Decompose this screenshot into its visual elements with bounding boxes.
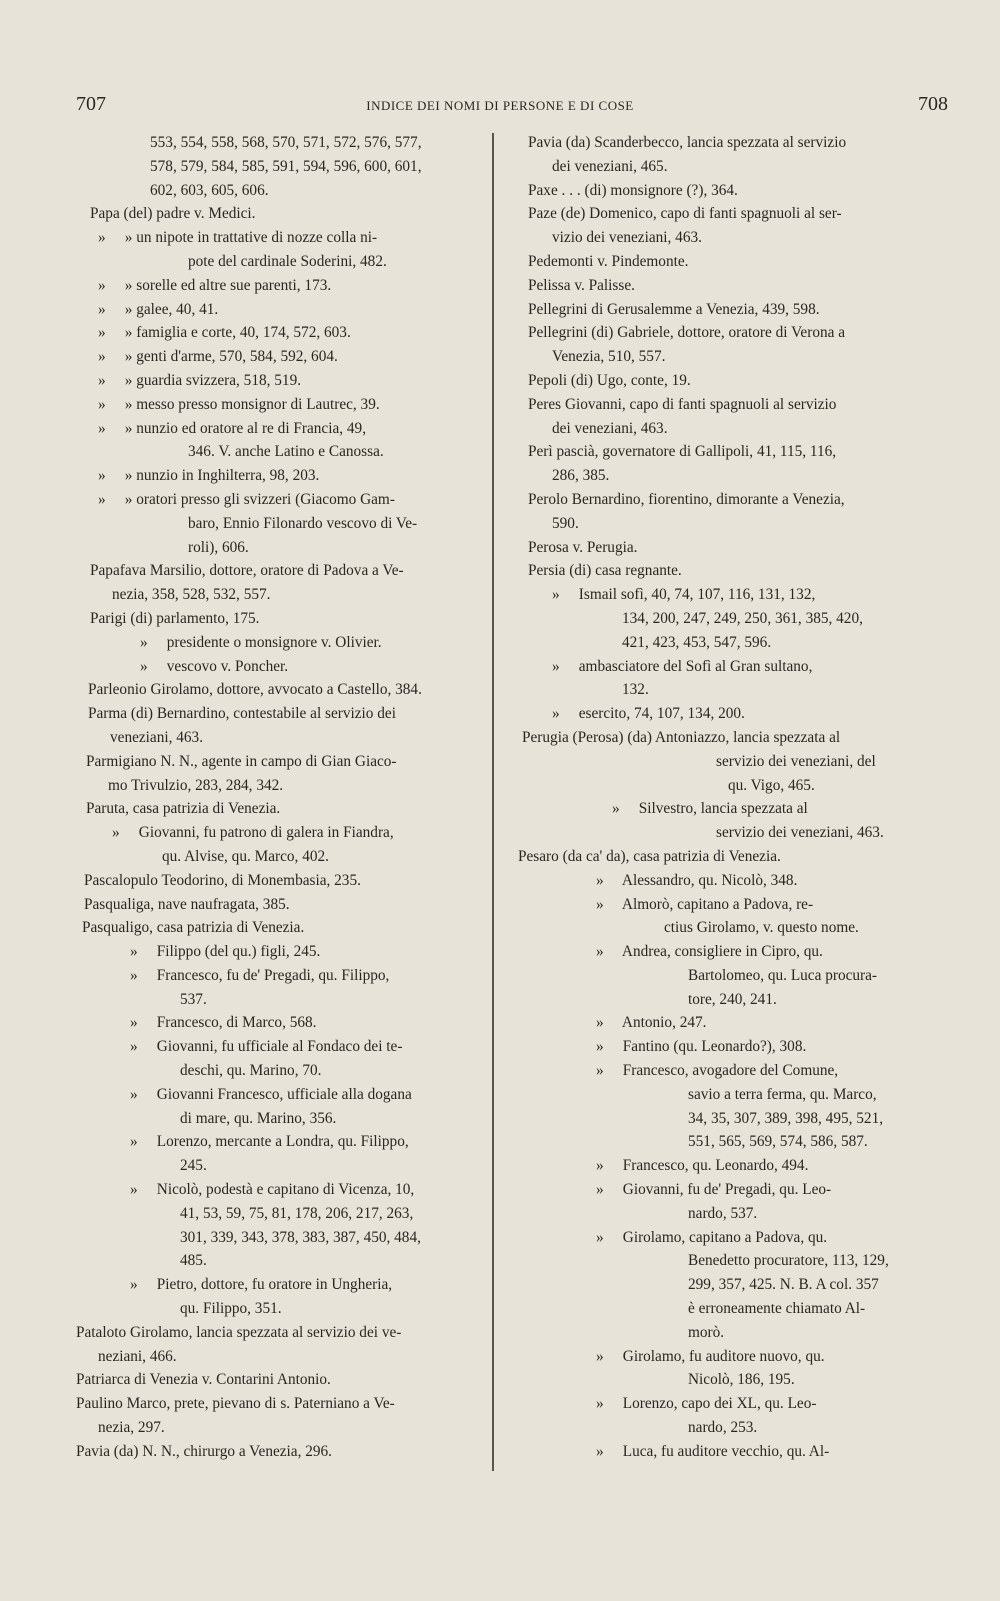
index-line: » Giovanni, fu ufficiale al Fondaco dei te- bbox=[130, 1038, 403, 1056]
index-line: Pavia (da) Scanderbecco, lancia spezzata al servizio bbox=[528, 134, 847, 151]
index-line: neziani, 466. bbox=[98, 1347, 177, 1365]
index-line: 41, 53, 59, 75, 81, 178, 206, 217, 263, bbox=[180, 1204, 414, 1222]
index-line: » Lorenzo, capo dei XL, qu. Leo- bbox=[596, 1395, 817, 1413]
right-index-column bbox=[516, 131, 944, 1464]
index-line: mo Trivulzio, 283, 284, 342. bbox=[108, 776, 284, 794]
index-line: » Francesco, di Marco, 568. bbox=[130, 1014, 317, 1032]
index-line: Pasqualiga, nave naufragata, 385. bbox=[84, 895, 290, 913]
index-line: 537. bbox=[180, 990, 207, 1008]
index-line: pote del cardinale Soderini, 482. bbox=[188, 252, 387, 270]
index-line: » Pietro, dottore, fu oratore in Ungheria, bbox=[130, 1276, 393, 1294]
index-line: 551, 565, 569, 574, 586, 587. bbox=[688, 1133, 868, 1151]
index-line: baro, Ennio Filonardo vescovo di Ve- bbox=[188, 514, 418, 532]
index-line: 485. bbox=[180, 1252, 207, 1270]
index-line: Perosa v. Perugia. bbox=[528, 538, 638, 556]
index-line: » Fantino (qu. Leonardo?), 308. bbox=[596, 1038, 807, 1056]
index-line: Perugia (Perosa) (da) Antoniazzo, lancia spezzata al bbox=[522, 728, 841, 746]
index-line: Pavia (da) N. N., chirurgo a Venezia, 296. bbox=[76, 1442, 333, 1460]
index-line: qu. Filippo, 351. bbox=[180, 1300, 282, 1318]
index-line: » Girolamo, fu auditore nuovo, qu. bbox=[596, 1347, 825, 1365]
index-line: » » nunzio ed oratore al re di Francia, 49, bbox=[98, 419, 367, 437]
index-line: 590. bbox=[552, 514, 579, 532]
index-line: Paxe . . . (di) monsignore (?), 364. bbox=[528, 181, 738, 199]
index-line: » » guardia svizzera, 518, 519. bbox=[98, 371, 302, 389]
index-line: tore, 240, 241. bbox=[688, 990, 777, 1008]
index-line: » » famiglia e corte, 40, 174, 572, 603. bbox=[98, 324, 351, 342]
index-line: Parigi (di) parlamento, 175. bbox=[90, 609, 260, 627]
index-line: » Francesco, fu de' Pregadi, qu. Filippo, bbox=[130, 966, 390, 984]
index-line: 578, 579, 584, 585, 591, 594, 596, 600, 601, bbox=[150, 157, 422, 175]
index-line: 602, 603, 605, 606. bbox=[150, 181, 269, 199]
index-line: Paulino Marco, prete, pievano di s. Paterniano a Ve- bbox=[76, 1395, 395, 1413]
index-line: 286, 385. bbox=[552, 467, 610, 485]
index-line: Paruta, casa patrizia di Venezia. bbox=[86, 800, 281, 818]
index-line: Pasqualigo, casa patrizia di Venezia. bbox=[82, 919, 305, 937]
index-line: » Giovanni, fu patrono di galera in Fiandra, bbox=[112, 824, 394, 842]
index-line: Pataloto Girolamo, lancia spezzata al servizio dei ve- bbox=[76, 1323, 402, 1341]
index-line: Nicolò, 186, 195. bbox=[688, 1371, 795, 1389]
index-line: 245. bbox=[180, 1157, 207, 1175]
column-divider bbox=[492, 133, 494, 1471]
index-line: Benedetto procuratore, 113, 129, bbox=[688, 1252, 889, 1270]
running-title: INDICE DEI NOMI DI PERSONE E DI COSE bbox=[366, 98, 634, 113]
index-line: » Andrea, consigliere in Cipro, qu. bbox=[596, 943, 823, 961]
page-number-right: 708 bbox=[918, 93, 948, 115]
index-line: Patriarca di Venezia v. Contarini Antonio. bbox=[76, 1371, 331, 1389]
index-line: Parleonio Girolamo, dottore, avvocato a Castello, 384. bbox=[88, 681, 422, 699]
index-line: » » messo presso monsignor di Lautrec, 39. bbox=[98, 395, 380, 413]
index-line: » » genti d'arme, 570, 584, 592, 604. bbox=[98, 348, 338, 366]
index-line: vizio dei veneziani, 463. bbox=[552, 229, 702, 247]
left-index-column bbox=[70, 131, 492, 1464]
index-line: » esercito, 74, 107, 134, 200. bbox=[552, 705, 745, 723]
index-line: qu. Alvise, qu. Marco, 402. bbox=[162, 847, 329, 865]
index-line: Pesaro (da ca' da), casa patrizia di Venezia. bbox=[518, 847, 781, 865]
index-line: deschi, qu. Marino, 70. bbox=[180, 1062, 322, 1080]
index-line: servizio dei veneziani, 463. bbox=[716, 824, 884, 842]
index-line: » » nunzio in Inghilterra, 98, 203. bbox=[98, 467, 320, 485]
index-line: » Francesco, qu. Leonardo, 494. bbox=[596, 1157, 809, 1175]
index-line: 299, 357, 425. N. B. A col. 357 bbox=[688, 1276, 879, 1294]
index-line: Persia (di) casa regnante. bbox=[528, 562, 682, 580]
index-line: 134, 200, 247, 249, 250, 361, 385, 420, bbox=[622, 609, 863, 627]
index-line: Pellegrini (di) Gabriele, dottore, oratore di Verona a bbox=[528, 324, 846, 342]
index-line: Papafava Marsilio, dottore, oratore di Padova a Ve- bbox=[90, 562, 404, 580]
index-line: » Silvestro, lancia spezzata al bbox=[612, 800, 808, 818]
index-line: » » galee, 40, 41. bbox=[98, 300, 219, 318]
index-line: » Antonio, 247. bbox=[596, 1014, 707, 1032]
index-line: » » un nipote in trattative di nozze colla ni- bbox=[98, 229, 378, 247]
index-line: » » sorelle ed altre sue parenti, 173. bbox=[98, 276, 332, 294]
index-line: dei veneziani, 463. bbox=[552, 419, 668, 437]
index-line: roli), 606. bbox=[188, 538, 249, 556]
index-line: » Lorenzo, mercante a Londra, qu. Filippo, bbox=[130, 1133, 409, 1151]
index-line: nezia, 297. bbox=[98, 1419, 165, 1437]
index-line: » Almorò, capitano a Padova, re- bbox=[596, 895, 814, 913]
index-line: nezia, 358, 528, 532, 557. bbox=[112, 586, 271, 604]
index-line: è erroneamente chiamato Al- bbox=[688, 1300, 866, 1318]
index-line: 553, 554, 558, 568, 570, 571, 572, 576, 577, bbox=[150, 134, 422, 151]
index-line: Paze (de) Domenico, capo di fanti spagnuoli al ser- bbox=[528, 205, 842, 223]
index-line: 346. V. anche Latino e Canossa. bbox=[188, 443, 384, 461]
index-line: Pepoli (di) Ugo, conte, 19. bbox=[528, 371, 691, 389]
index-line: nardo, 537. bbox=[688, 1204, 758, 1222]
index-line: » Ismail sofì, 40, 74, 107, 116, 131, 132, bbox=[552, 586, 816, 604]
index-line: » Giovanni, fu de' Pregadi, qu. Leo- bbox=[596, 1181, 832, 1199]
index-line: nardo, 253. bbox=[688, 1419, 758, 1437]
index-line: Venezia, 510, 557. bbox=[552, 348, 666, 366]
index-line: » » oratori presso gli svizzeri (Giacomo Gam- bbox=[98, 490, 395, 508]
index-line: » Francesco, avogadore del Comune, bbox=[596, 1062, 839, 1080]
index-line: Bartolomeo, qu. Luca procura- bbox=[688, 966, 878, 984]
index-line: Pedemonti v. Pindemonte. bbox=[528, 252, 689, 270]
index-line: » Giovanni Francesco, ufficiale alla dogana bbox=[130, 1085, 412, 1103]
index-line: Papa (del) padre v. Medici. bbox=[90, 205, 256, 223]
index-line: 34, 35, 307, 389, 398, 495, 521, bbox=[688, 1109, 884, 1127]
index-line: » Girolamo, capitano a Padova, qu. bbox=[596, 1228, 828, 1246]
index-line: 132. bbox=[622, 681, 649, 699]
index-line: di mare, qu. Marino, 356. bbox=[180, 1109, 337, 1127]
index-line: Peres Giovanni, capo di fanti spagnuoli al servizio bbox=[528, 395, 837, 413]
index-line: » Luca, fu auditore vecchio, qu. Al- bbox=[596, 1442, 830, 1460]
index-line: Perolo Bernardino, fiorentino, dimorante a Venezia, bbox=[528, 490, 845, 508]
index-line: 421, 423, 453, 547, 596. bbox=[622, 633, 772, 651]
index-line: Perì pascià, governatore di Gallipoli, 41, 115, 116, bbox=[528, 443, 837, 461]
index-line: Pelissa v. Palisse. bbox=[528, 276, 635, 294]
index-line: Parma (di) Bernardino, contestabile al servizio dei bbox=[88, 705, 396, 723]
index-line: Pellegrini di Gerusalemme a Venezia, 439, 598. bbox=[528, 300, 820, 318]
index-line: morò. bbox=[688, 1323, 725, 1341]
index-line: veneziani, 463. bbox=[110, 728, 204, 746]
index-line: 301, 339, 343, 378, 383, 387, 450, 484, bbox=[180, 1228, 421, 1246]
index-line: Parmigiano N. N., agente in campo di Gian Giaco- bbox=[86, 752, 397, 770]
index-line: » Alessandro, qu. Nicolò, 348. bbox=[596, 871, 798, 889]
index-line: » Filippo (del qu.) figli, 245. bbox=[130, 943, 321, 961]
index-line: qu. Vigo, 465. bbox=[728, 776, 815, 794]
index-line: » ambasciatore del Sofì al Gran sultano, bbox=[552, 657, 813, 675]
index-line: » Nicolò, podestà e capitano di Vicenza, 10, bbox=[130, 1181, 415, 1199]
index-line: » presidente o monsignore v. Olivier. bbox=[140, 633, 382, 651]
index-line: ctius Girolamo, v. questo nome. bbox=[664, 919, 859, 937]
index-line: » vescovo v. Poncher. bbox=[140, 657, 289, 675]
index-line: savio a terra ferma, qu. Marco, bbox=[688, 1085, 877, 1103]
page-number-left: 707 bbox=[76, 93, 106, 115]
index-line: dei veneziani, 465. bbox=[552, 157, 668, 175]
index-line: Pascalopulo Teodorino, di Monembasia, 235. bbox=[84, 871, 361, 889]
index-line: servizio dei veneziani, del bbox=[716, 752, 876, 770]
